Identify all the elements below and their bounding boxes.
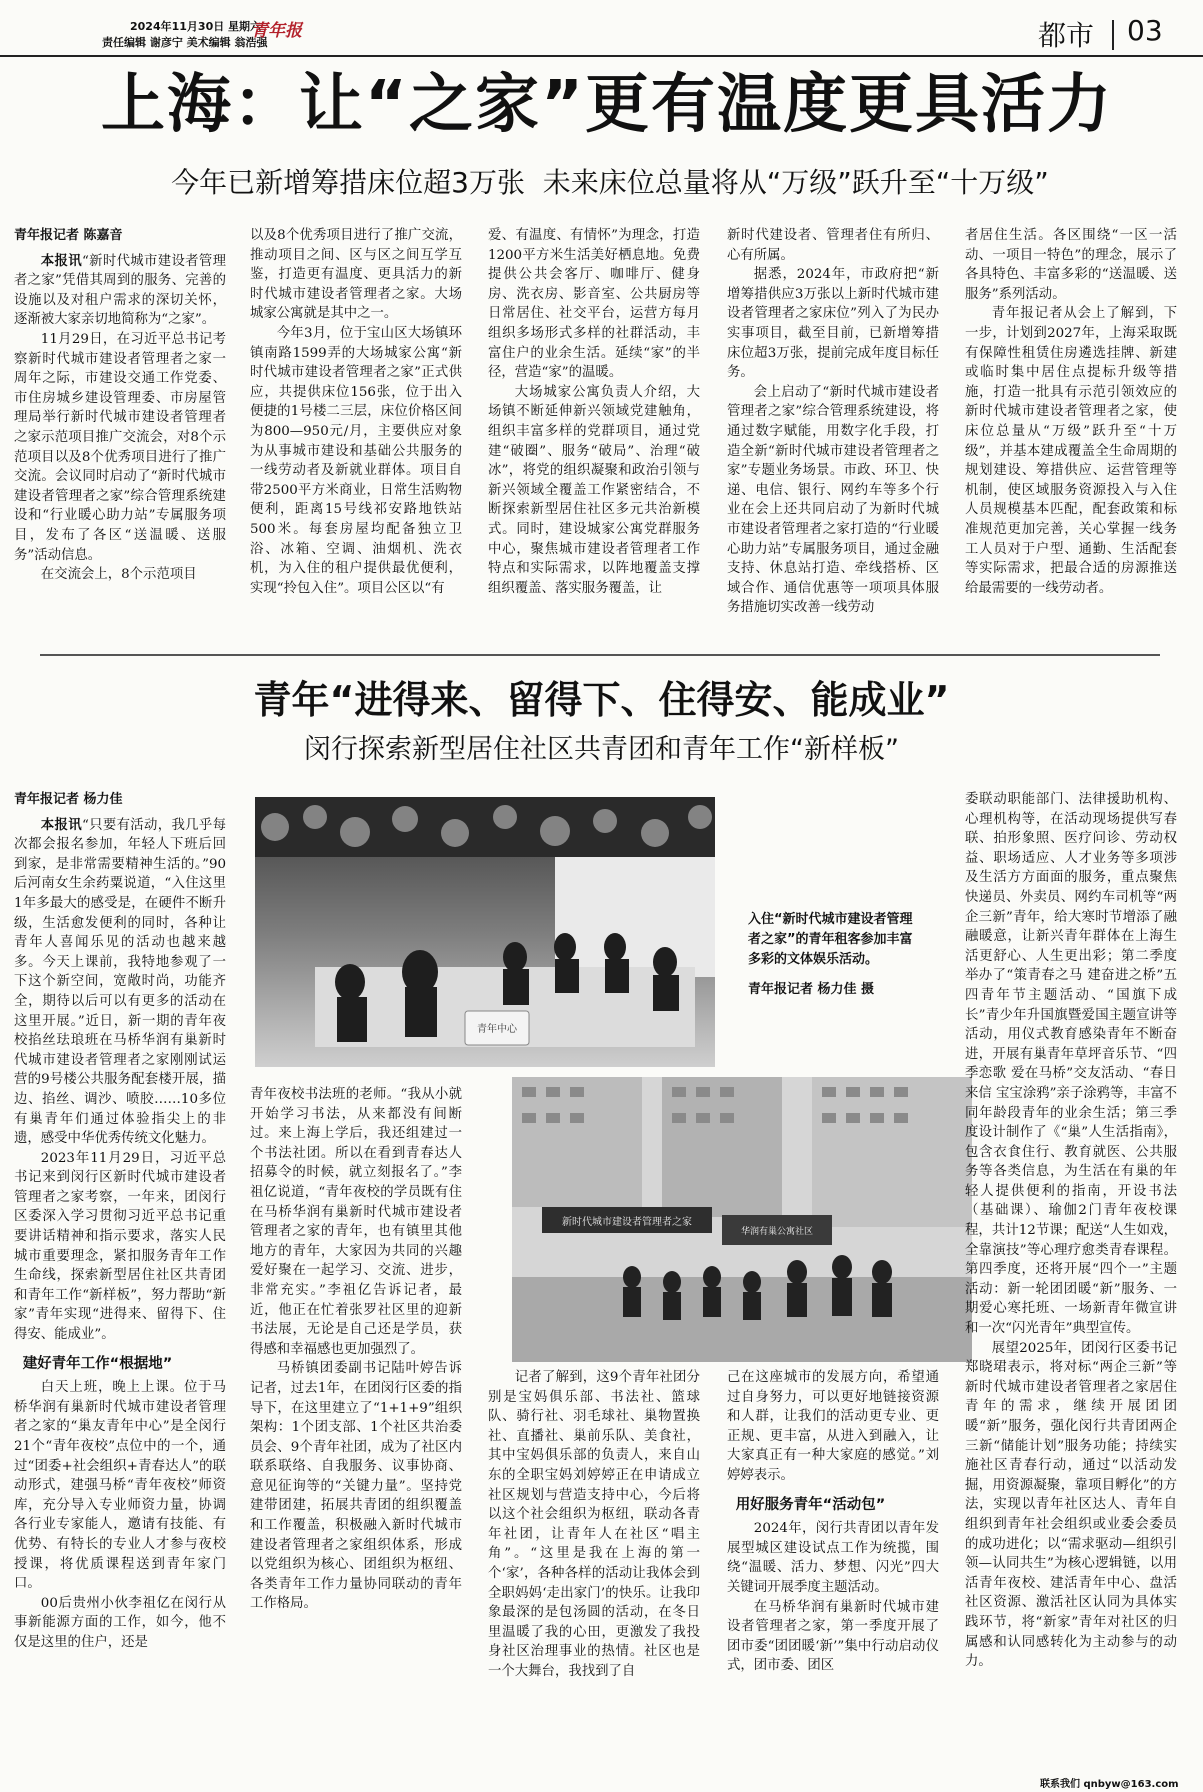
story1-paragraph: 在交流会上，8个示范项目 [40, 567, 197, 583]
section-subhead: 建好青年工作“根据地” [22, 1355, 173, 1372]
page-number: 03 [1127, 14, 1163, 47]
story1-paragraph: 新时代建设者、管理者住有所归、心有所属。 [727, 228, 939, 263]
story2-paragraph: 展望2025年，团闵行区委书记郑晓珺表示，将对标“两企三新”等新时代城市建设者管理者之家居住青年的需求，继续开展团团暖“新”服务，强化闵行共青团两企三新“储能计划”服务功能；持续实施社区青春行动，通过“以活动发掘，用资源凝聚，靠项目孵化”的方法，实现以青年社区达人、青年自组织到青年社会组织或业委会委员的成功进化；以“需求驱动—组织引领—认同共生”为核心逻辑链，以用活青年夜校、建活青年中心、盘活社区资源、激活社区认同为具体实践环节，将“新家”青年对社区的归属感和认同感转化为主动参与的动力。 [965, 1340, 1177, 1670]
paragraph-text: “只要有活动，我几乎每次都会报名参加，年轻人下班后回到家，是非常需要精神生活的。”90后河南女生余药粟说道，“入住这里1年多最大的感受是，在硬件不断升级，生活愈发便利的同时，各种让青年人喜闻乐见的活动也越来越多。今天上课前，我特地参观了一下这个新空间，宽敞时尚，功能齐全，期待以后可以有更多的活动在这里开展。”近日，新一期的青年夜校掐丝珐琅班在马桥华润有巢新时代城市建设者管理者之家刚刚试运营的9号楼公共服务配套楼开展，描边、掐丝、调沙、喷胶……10多位有巢青年们通过体验指尖上的非遗，感受中华优秀传统文化魅力。 [14, 817, 226, 1147]
story1-paragraph: 以及8个优秀项目进行了推广交流，推动项目之间、区与区之间互学互鉴，打造更有温度、更具活力的新时代城市建设者管理者之家。大场城家公寓就是其中之一。 [250, 228, 462, 322]
subheadline-secondary: 闵行探索新型居住社区共青团和青年工作“新样板” [304, 734, 899, 765]
section-divider [1112, 20, 1114, 50]
photo-credit: 青年报记者 杨力佳 摄 [748, 982, 875, 997]
subheadline-main: 今年已新增筹措床位超3万张 未来床位总量将从“万级”跃升至“十万级” [171, 166, 1049, 199]
story1-paragraph: 青年报记者从会上了解到，下一步，计划到2027年，上海采取既有保障性租赁住房遴选挂牌、新建或临时集中居住点提标升级等措施，打造一批具有示范引领效应的新时代城市建设者管理者之家，使床位总量从“万级”跃升至“十万级”，并基本建成覆盖全生命周期的规划建设、筹措供应、运营管理等机制，使区域服务资源投入与入住人员规模基本匹配，配套政策和标准规范更加完善，关心掌握一线务工人员对于户型、通勤、生活配套等实际需求，把最合适的房源推送给最需要的一线劳动者。 [965, 306, 1177, 596]
story1-byline: 青年报记者 陈嘉音 [14, 228, 123, 243]
story2-column-3 [488, 1368, 700, 1780]
story1-column-4 [727, 226, 939, 634]
story2-paragraph: 2023年11月29日，习近平总书记来到闵行区新时代城市建设者管理者之家考察，一年来，团闵行区委深入学习贯彻习近平总书记重要讲话精神和指示要求，落实人民城市重要理念，紧扣服务青年工作生命线，探索新型居住社区共青团和青年工作“新样板”，努力帮助“新家”青年实现“进得来、留得下、住得安、能成业”。 [14, 1150, 226, 1343]
photo-caption-text: 入住“新时代城市建设者管理者之家”的青年租客参加丰富多彩的文体娱乐活动。 [748, 912, 913, 967]
story1-paragraph: 据悉，2024年，市政府把“新增筹措供应3万张以上新时代城市建设者管理者之家床位”列入了为民办实事项目，截至目前，已新增筹措床位超3万张，提前完成年度目标任务。 [727, 267, 939, 381]
story2-column-5 [965, 790, 1177, 1780]
story1-paragraph: 大场城家公寓负责人介绍，大场镇不断延伸新兴领域党建触角，组织丰富多样的党群项目，通过党建“破圈”、服务“破局”、治理“破冰”，将党的组织凝聚和政治引领与新兴领域全覆盖工作紧密结合，不断探索新型居住社区多元共治新模式。同时，建设城家公寓党群服务中心，聚焦城市建设者管理者工作特点和实际需求，以阵地覆盖支撑组织覆盖、落实服务覆盖，让 [488, 384, 700, 596]
story2-byline: 青年报记者 杨力佳 [14, 792, 123, 807]
masthead-editors: 责任编辑 谢彦宁 美术编辑 翁浩强 [102, 36, 268, 49]
section-name: 都市 [1038, 19, 1095, 52]
paragraph-text: “新时代城市建设者管理者之家”凭借其周到的服务、完善的设施以及对租户需求的深切关怀，逐渐被大家亲切地简称为“之家”。 [14, 253, 226, 328]
story1-paragraph: 爱、有温度、有情怀”为理念，打造1200平方米生活美好栖息地。免费提供公共会客厅、咖啡厅、健身房、洗衣房、影音室、公共厨房等日常居住、社交平台，运营方每月组织多场形式多样的社群活动，丰富住户的业余生活。延续“家”的半径，营造“家”的温暖。 [488, 228, 700, 381]
story2-column-2 [250, 1085, 462, 1780]
photo-evening-class-image [255, 797, 715, 1067]
story1-column-2 [250, 226, 462, 634]
building-sign-b: 华润有巢公寓社区 [740, 1227, 814, 1237]
story2-column-4 [727, 1368, 939, 1780]
story2-paragraph: 青年夜校书法班的老师。“我从小就开始学习书法，从来都没有间断过。来上海上学后，我还组建过一个书法社团。所以在看到青春达人招募令的时候，就立刻报名了。”李祖亿说道，“青年夜校的学员既有住在马桥华润有巢新时代城市建设者管理者之家的青年，也有镇里其他地方的青年，大家因为共同的兴趣爱好聚在一起学习、交流、进步，非常充实。”李祖亿告诉记者，最近，他正在忙着张罗社区里的迎新书法展，无论是自己还是学员，获得感和幸福感也更加强烈了。 [250, 1087, 462, 1357]
story2-paragraph: 在马桥华润有巢新时代城市建设者管理者之家，第一季度开展了团市委“团团暖‘新’”集中行动启动仪式，团市委、团区 [727, 1599, 939, 1674]
photo-evening-class [255, 797, 715, 1067]
building-sign-a: 新时代城市建设者管理者之家 [562, 1217, 692, 1228]
photo-caption [748, 910, 918, 1000]
story1-column-3 [488, 226, 700, 634]
story1-paragraph: 会上启动了“新时代城市建设者管理者之家”综合管理系统建设，将通过数字赋能，用数字化手段，打造全新“新时代城市建设者管理者之家”专题业务场景。市政、环卫、快递、电信、银行、网约车等多个行业在会上还共同启动了为新时代城市建设者管理者之家打造的“行业暖心助力站”专属服务项目，通过金融支持、休息站打造、牵线搭桥、区域合作、通信优惠等一项项具体服务措施切实改善一线劳动 [727, 384, 939, 616]
story-divider [40, 654, 1160, 656]
story2-paragraph: 马桥镇团委副书记陆叶婷告诉记者，过去1年，在团闵行区委的指导下，在这里建立了“1+1+9”组织架构：1个团支部、1个社区共治委员会、9个青年社团，成为了社区内联系联络、自我服务、议事协商、意见征询等的“关键力量”。坚持党建带团建，拓展共青团的组织覆盖和工作覆盖，积极融入新时代城市建设者管理者之家组织体系，形成以党组织为核心、团组织为枢纽、各类青年工作力量协同联动的青年工作格局。 [250, 1361, 462, 1612]
lead-label: 本报讯 [40, 816, 82, 833]
headline-secondary: 青年“进得来、留得下、住得安、能成业” [253, 678, 950, 722]
section-subhead: 用好服务青年“活动包” [735, 1496, 886, 1513]
story2-column-1 [14, 790, 226, 1780]
story2-paragraph: 2024年，闵行共青团以青年发展型城区建设试点工作为统揽，围绕“温暖、活力、梦想、闪光”四大关键词开展季度主题活动。 [727, 1521, 939, 1595]
photo-group-outdoor-image [512, 1077, 972, 1362]
youth-center-sign: 青年中心 [477, 1024, 517, 1035]
story2-paragraph: 00后贵州小伙李祖亿在闵行从事新能源方面的工作，如今，他不仅是这里的住户，还是 [14, 1595, 226, 1650]
story1-paragraph [14, 252, 226, 330]
headline-main: 上海：让“之家”更有温度更具活力 [100, 68, 1114, 142]
lead-label: 本报讯 [40, 252, 82, 269]
photo-group-outdoor [512, 1077, 972, 1362]
story1-column-1 [14, 226, 226, 634]
story1-paragraph: 11月29日，在习近平总书记考察新时代城市建设者管理者之家一周年之际，市建设交通工作党委、市住房城乡建设管理委、市房屋管理局举行新时代城市建设者管理者之家示范项目推广交流会，对8个示范项目以及8个优秀项目进行了推广交流。会议同时启动了“新时代城市建设者管理者之家”综合管理系统建设和“行业暖心助力站”专属服务项目，发布了各区“送温暖、送服务”活动信息。 [14, 331, 226, 563]
masthead-rule [0, 55, 1203, 57]
footer-contact: 联系我们 qnbyw@163.com [1040, 1779, 1179, 1790]
story1-paragraph: 者居住生活。各区围绕“一区一活动、一项目一特色”的理念，展示了各具特色、丰富多彩的“送温暖、送服务”系列活动。 [965, 228, 1177, 302]
newspaper-logo: 青年报 [251, 21, 302, 41]
masthead-date: 2024年11月30日 星期六 [130, 20, 262, 33]
story1-paragraph: 今年3月，位于宝山区大场镇环镇南路1599弄的大场城家公寓“新时代城市建设者管理者之家”正式供应，共提供床位156张，位于出入便捷的1号楼二三层，床位价格区间为800—950元/月，主要供应对象为从事城市建设和基础公共服务的一线劳动者及新就业群体。项目自带2500平方米商业，日常生活购物便利，距离15号线祁安路地铁站500米。每套房屋均配备独立卫浴、冰箱、空调、油烟机、洗衣机，为入住的租户提供最优便利，实现“拎包入住”。项目公区以“有 [250, 325, 462, 596]
story2-paragraph: 白天上班，晚上上课。位于马桥华润有巢新时代城市建设者管理者之家的“巢友青年中心”是全闵行21个“青年夜校”点位中的一个，通过“团委+社会组织+青春达人”的联动形式，建强马桥“青年夜校”师资库，充分导入专业师资力量，协调各行业专家能人，邀请有技能、有优势、有特长的专业人才参与夜校授课，将优质课程送到青年家门口。 [14, 1380, 226, 1592]
story2-paragraph: 己在这座城市的发展方向，希望通过自身努力，可以更好地链接资源和人群，让我们的活动更专业、更正规、更丰富，从进入到融入，让大家真正有一种大家庭的感觉。”刘婷婷表示。 [727, 1370, 939, 1483]
story2-paragraph: 委联动职能部门、法律援助机构、心理机构等，在活动现场提供写春联、拍形象照、医疗问诊、劳动权益、职场适应、人才业务等多项涉及生活方方面面的服务，重点聚焦快递员、外卖员、网约车司机等“两企三新”青年，给大寒时节增添了融融暖意，让新兴青年群体在上海生活更舒心、人生更出彩；第二季度举办了“策青春之马 建奋进之桥”五四青年节主题活动、“国旗下成长”青少年升国旗暨爱国主题宣讲等活动，用仪式教育感染青年不断奋进，开展有巢青年草坪音乐节、“四季恋歌 爱在马桥”交友活动、“春日来信 宝宝涂鸦”亲子涂鸦等，丰富不同年龄段青年的业余生活；第三季度设计制作了《“巢”人生活指南》，包含衣食住行、教育就医、公共服务等各类信息，为生活在有巢的年轻人提供便利的指南，开设书法（基础课）、瑜伽2门青年夜校课程，共计12节课；配送“人生如戏，全靠演技”等心理疗愈类青春课程。第四季度，还将开展“四个一”主题活动：新一轮团团暖“新”服务、一期爱心寒托班、一场新青年微宣讲和一次“闪光青年”典型宣传。 [965, 792, 1177, 1337]
story1-column-5 [965, 226, 1177, 634]
story2-paragraph: 记者了解到，这9个青年社团分别是宝妈俱乐部、书法社、篮球队、骑行社、羽毛球社、巢物置换社、直播社、巢前乐队、美食社，其中宝妈俱乐部的负责人，来自山东的全职宝妈刘婷婷正在申请成立社区规划与营造支持中心，今后将以这个社会组织为枢纽，联动各青年社团，让青年人在社区“唱主角”。“这里是我在上海的第一个‘家’，各种各样的活动让我体会到全职妈妈‘走出家门’的快乐。让我印象最深的是包汤圆的活动，在冬日里温暖了我的心田，更激发了我投身社区治理事业的热情。社区也是一个大舞台，我找到了自 [488, 1370, 700, 1679]
story2-paragraph [14, 816, 226, 1149]
